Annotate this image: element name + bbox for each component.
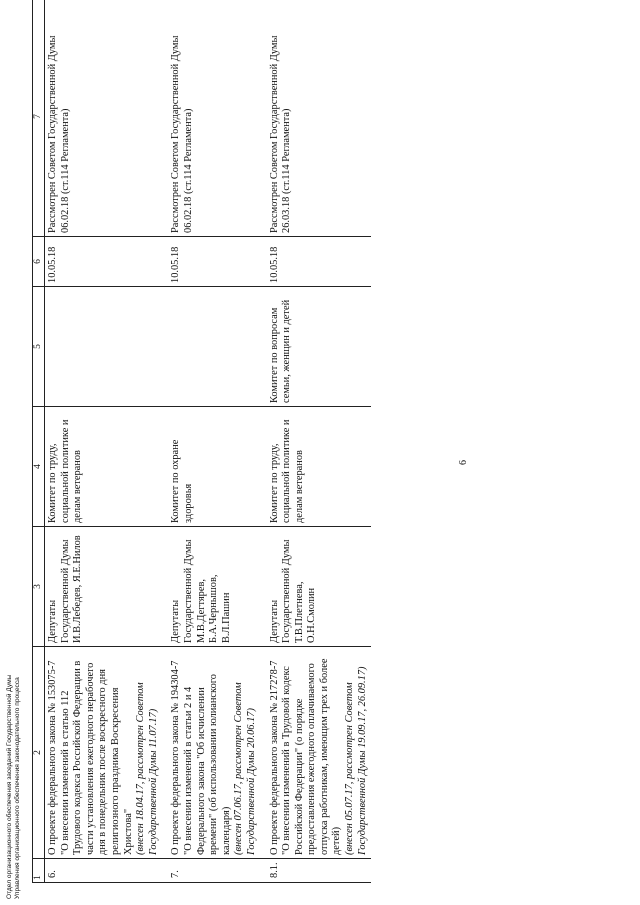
- lead-committee: Комитет по труду, социальной политике и делам ветеранов: [261, 407, 372, 527]
- review-status: Рассмотрен Советом Государственной Думы 26.03.18 (ст.114 Регламента): [261, 0, 372, 237]
- bill-description: [162, 647, 260, 859]
- review-date: 10.05.18: [261, 237, 372, 287]
- page-number: 6: [458, 460, 469, 465]
- footer: [6, 675, 22, 899]
- bill-note: (внесен 05.07.17, рассмотрен Советом Государственной Думы 19.09.17, 26.09.17): [344, 666, 368, 855]
- bill-description: [261, 647, 372, 859]
- bill-authors: Депутаты Государственной Думы М.В.Дегтярев, Б.А.Чернышов, В.Л.Пашин: [162, 527, 260, 647]
- lead-committee: Комитет по охране здоровья: [162, 407, 260, 527]
- bill-title: О проекте федерального закона № 194304-7: [170, 660, 182, 855]
- footer-line: Отдел организационного обеспечения заседаний Государственной Думы: [6, 674, 13, 899]
- review-date: 10.05.18: [45, 237, 163, 287]
- col-header-3: 3: [33, 527, 45, 647]
- table-row: [45, 0, 163, 883]
- bill-description: [45, 647, 163, 859]
- header-row: [33, 0, 45, 883]
- review-date: 10.05.18: [162, 237, 260, 287]
- legislation-table: [32, 0, 371, 883]
- review-status: Рассмотрен Советом Государственной Думы 06.02.18 (ст.114 Регламента): [45, 0, 163, 237]
- bill-note: (внесен 18.04.17, рассмотрен Советом Государственной Думы 11.07.17): [135, 682, 159, 855]
- table-row: [162, 0, 260, 883]
- col-header-5: 5: [33, 287, 45, 407]
- co-committee: [162, 287, 260, 407]
- row-number: 6.: [45, 859, 163, 883]
- bill-title: О проекте федерального закона № 153075-7: [47, 660, 58, 855]
- bill-note: (внесен 07.06.17, рассмотрен Советом Государственной Думы 20.06.17): [233, 682, 257, 855]
- col-header-4: 4: [33, 407, 45, 527]
- co-committee: [45, 287, 163, 407]
- table-row: [261, 0, 372, 883]
- bill-body: "О внесении изменений в статьи 2 и 4 Федерального закона "Об исчислении времени" (об использовании юлианского календаря): [182, 674, 232, 855]
- bill-authors: Депутаты Государственной Думы Т.В.Плетнева, О.Н.Смолин: [261, 527, 372, 647]
- bill-body: "О внесении изменений в Трудовой кодекс Российской Федерации" (о порядке предоставления ежегодного оплачиваемого отпуска работникам, имеющим трех и более детей): [281, 658, 343, 855]
- footer-line: Управления организационного обеспечения законодательного процесса: [14, 677, 21, 899]
- review-status: Рассмотрен Советом Государственной Думы 06.02.18 (ст.114 Регламента): [162, 0, 260, 237]
- co-committee: Комитет по вопросам семьи, женщин и детей: [261, 287, 372, 407]
- col-header-6: 6: [33, 237, 45, 287]
- bill-authors: Депутаты Государственной Думы И.В.Лебедев, Я.Е.Нилов: [45, 527, 163, 647]
- row-number: 8.1.: [261, 859, 372, 883]
- lead-committee: Комитет по труду, социальной политике и делам ветеранов: [45, 407, 163, 527]
- col-header-7: 7: [33, 0, 45, 237]
- row-number: 7.: [162, 859, 260, 883]
- bill-title: О проекте федерального закона № 217278-7: [268, 660, 280, 855]
- col-header-2: 2: [33, 647, 45, 859]
- bill-body: "О внесении изменений в статью 112 Трудового кодекса Российской Федерации в части установления ежегодного нерабочего дня в понедельник после воскресного дня религиозного праздника Воскресения Христова": [59, 660, 134, 855]
- col-header-1: 1: [33, 859, 45, 883]
